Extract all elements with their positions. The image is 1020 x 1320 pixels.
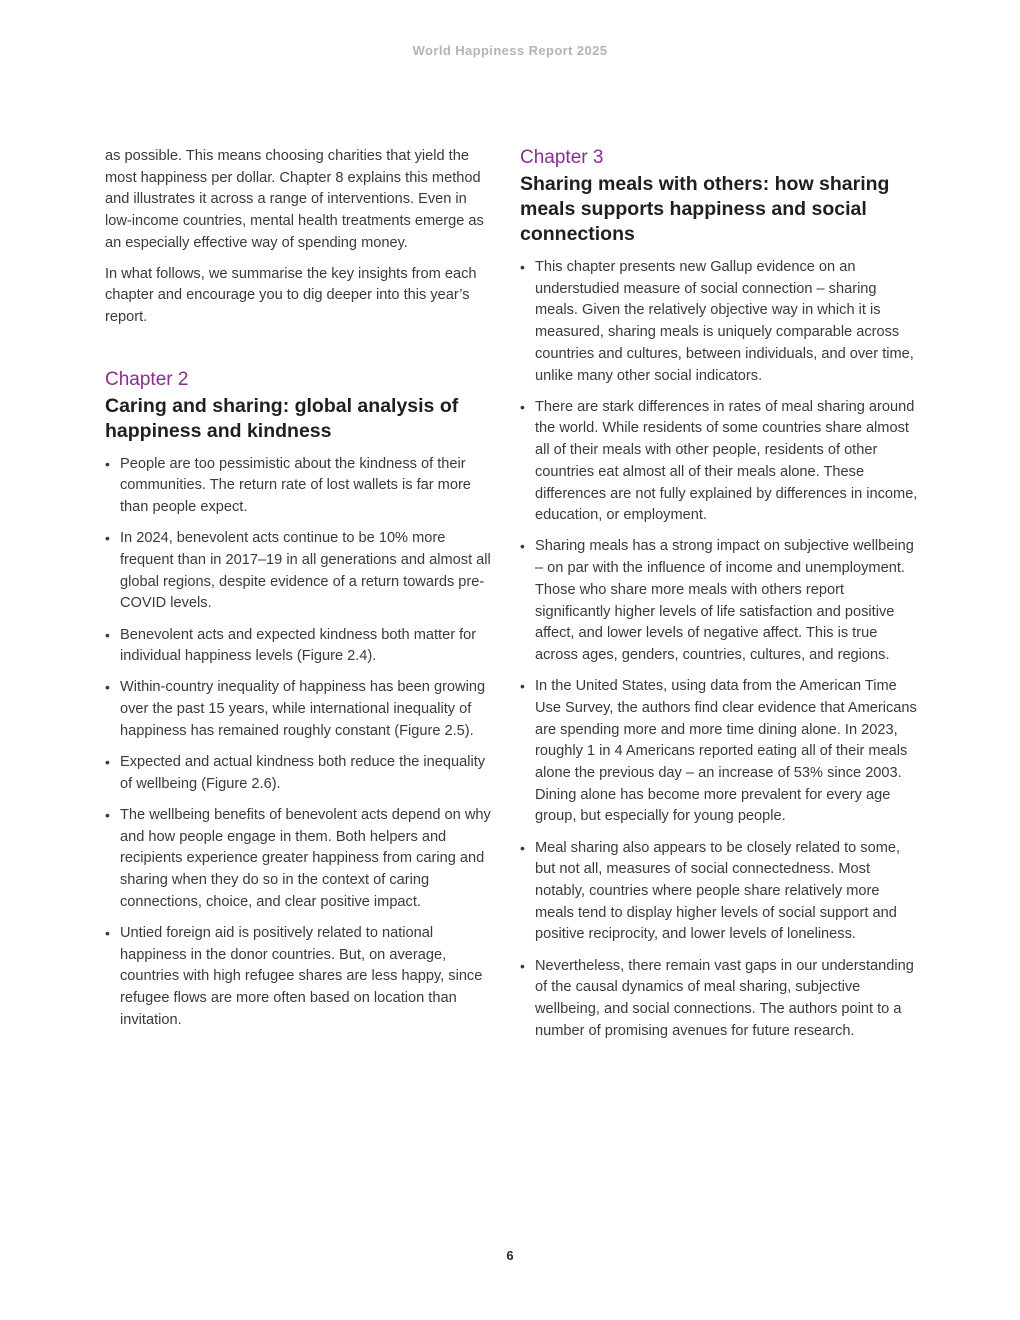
bullet-text: The wellbeing benefits of benevolent acts depend on why and how people engage in them. Both helpers and recipients experience greater happiness from caring and sharing when they do so in the context of caring connections, choice, and clear positive impact. [120, 806, 491, 910]
chapter-label: Chapter 3 [520, 147, 604, 168]
bullet-item [105, 677, 497, 742]
right-column [520, 146, 918, 1052]
bullet-text: There are stark differences in rates of meal sharing around the world. While residents of some countries share almost all of their meals with other people, residents of other countries eat almost all of their meals alone. These differences are not fully explained by differences in income, education, or employment. [535, 398, 918, 524]
bullet-item [520, 838, 918, 947]
bullet-item [520, 397, 918, 527]
intro-paragraph: In what follows, we summarise the key insights from each chapter and encourage you to dig deeper into this year’s report. [105, 265, 477, 325]
chapter-label: Chapter 2 [105, 368, 189, 390]
bullet-text: Nevertheless, there remain vast gaps in our understanding of the causal dynamics of meal sharing, subjective wellbeing, and social connections. The authors point to a number of promising avenues for future research. [535, 957, 914, 1039]
bullet-text: In the United States, using data from the American Time Use Survey, the authors find clear evidence that Americans are spending more and more time dining alone. In 2023, roughly 1 in 4 Americans reported eating all of their meals alone the previous day – an increase of 53% since 2003. Dining alone has become more prevalent for every age group, but especially for young people. [535, 678, 917, 825]
bullet-item [105, 923, 497, 1032]
chapter-title: Sharing meals with others: how sharing meals supports happiness and social connections [520, 173, 890, 245]
bullet-text: People are too pessimistic about the kindness of their communities. The return rate of lost wallets is far more than people expect. [120, 455, 471, 516]
bullet-item [520, 536, 918, 666]
bullet-icon: • [105, 455, 110, 472]
bullet-item [520, 257, 918, 387]
bullet-icon: • [520, 398, 525, 415]
bullet-icon: • [105, 626, 110, 643]
bullet-text: This chapter presents new Gallup evidence on an understudied measure of social connection – sharing meals. Given the relatively objective way in which it is measured, sharing meals is uniquely comparable across countries and cultures, between individuals, and over time, unlike many other social indicators. [535, 259, 914, 384]
chapter-3-section [520, 146, 918, 1042]
left-column [105, 146, 497, 1041]
bullet-icon: • [520, 839, 525, 856]
bullet-text: Expected and actual kindness both reduce the inequality of wellbeing (Figure 2.6). [120, 754, 486, 792]
page-number: 6 [506, 1248, 514, 1263]
bullet-icon: • [105, 679, 110, 696]
bullet-item [105, 625, 497, 668]
bullet-item [520, 956, 918, 1043]
bullet-item [105, 454, 497, 519]
chapter-2-section [105, 368, 497, 1032]
bullet-item [105, 805, 497, 914]
bullet-icon: • [520, 678, 525, 695]
bullet-list [105, 454, 497, 1032]
bullet-icon: • [105, 530, 110, 547]
bullet-icon: • [520, 538, 525, 555]
bullet-text: Sharing meals has a strong impact on subjective wellbeing – on par with the influence of income and unemployment. Those who share more meals with others report significantly higher levels of life satisfaction and positive affect, and lower levels of negative affect. This is true across ages, genders, countries, cultures, and regions. [535, 538, 914, 663]
bullet-item [105, 528, 497, 615]
bullet-icon: • [520, 259, 525, 275]
bullet-text: Untied foreign aid is positively related to national happiness in the donor countries. But, on average, countries with high refugee shares are less happy, since refugee flows are more often based on location than invitation. [120, 924, 483, 1028]
bullet-icon: • [105, 754, 110, 771]
bullet-icon: • [520, 957, 525, 974]
bullet-item [520, 676, 918, 828]
bullet-text: In 2024, benevolent acts continue to be 10% more frequent than in 2017–19 in all generations and almost all global regions, despite evidence of a return towards pre-COVID levels. [120, 530, 491, 612]
bullet-text: Within-country inequality of happiness has been growing over the past 15 years, while international inequality of happiness has remained roughly constant (Figure 2.5). [120, 679, 486, 739]
running-header: World Happiness Report 2025 [412, 43, 608, 58]
bullet-icon: • [105, 924, 110, 941]
bullet-text: Meal sharing also appears to be closely related to some, but not all, measures of social connectedness. Most notably, countries where people share relatively more meals tend to display higher levels of social support and positive reciprocity, and lower levels of loneliness. [535, 839, 901, 943]
bullet-list [520, 257, 918, 1042]
intro-paragraph: as possible. This means choosing charities that yield the most happiness per dollar. Chapter 8 explains this method and illustrates it across a range of interventions. Even in low-income countries, mental health treatments emerge as an especially effective way of spending money. [105, 148, 484, 251]
bullet-text: Benevolent acts and expected kindness both matter for individual happiness levels (Figure 2.4). [120, 626, 477, 665]
bullet-icon: • [105, 806, 110, 823]
chapter-title: Caring and sharing: global analysis of happiness and kindness [105, 394, 459, 442]
bullet-item [105, 752, 497, 795]
